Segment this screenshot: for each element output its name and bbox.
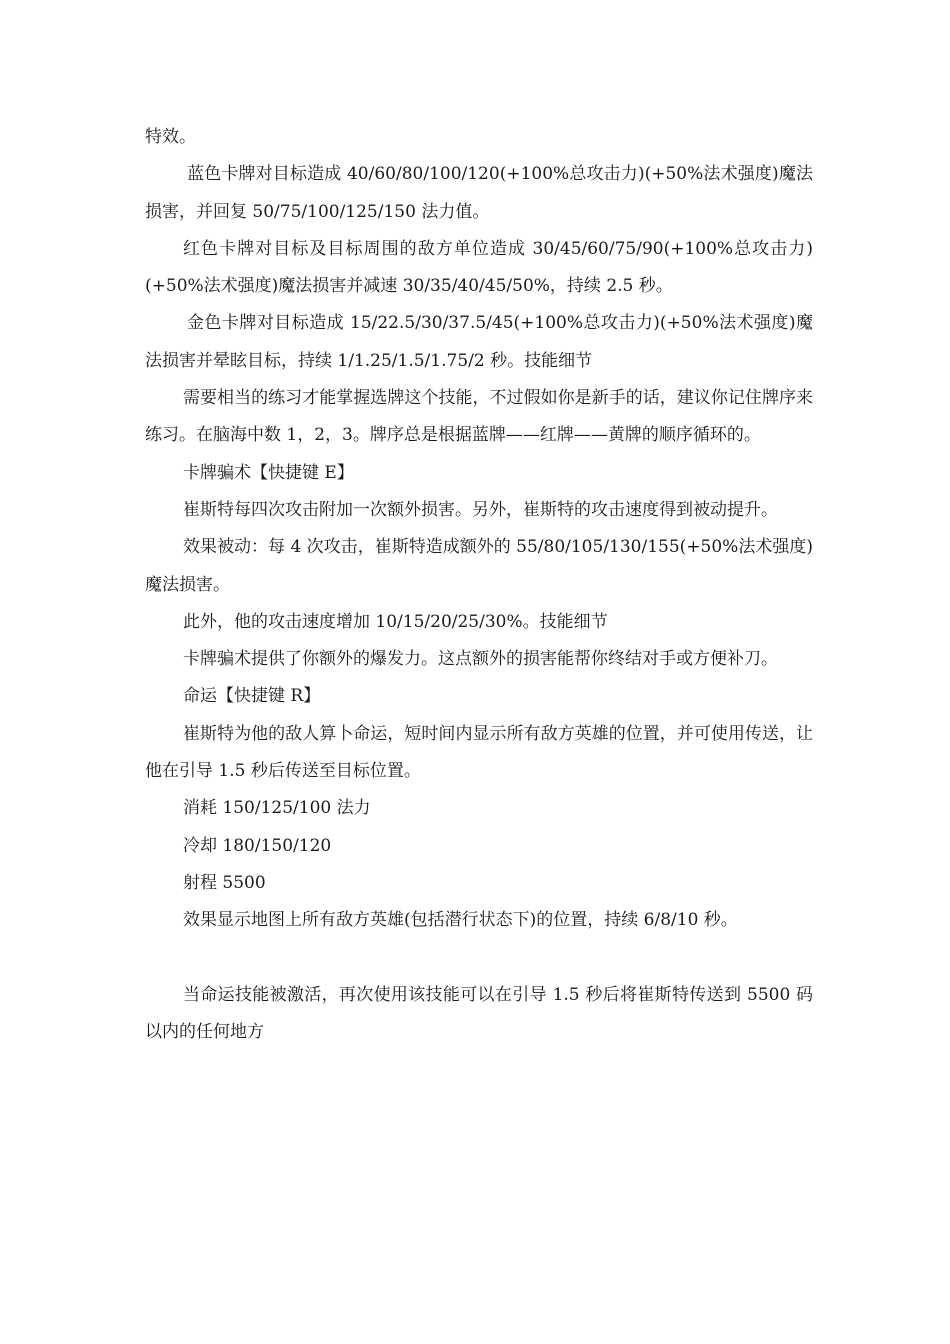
paragraph-destiny-cost: 消耗 150/125/100 法力	[183, 798, 371, 819]
paragraph-red-card: 红色卡牌对目标及目标周围的敌方单位造成 30/45/60/75/90(+100%总攻击力)(+50%法术强度)魔法损害并减速 30/35/40/45/50%，持续 2.5 秒。	[145, 238, 813, 297]
paragraph-destiny-desc: 崔斯特为他的敌人算卜命运，短时间内显示所有敌方英雄的位置，并可使用传送，让他在引导 1.5 秒后传送至目标位置。	[145, 723, 813, 782]
paragraph-stacked-deck-desc: 崔斯特每四次攻击附加一次额外损害。另外，崔斯特的攻击速度得到被动提升。	[183, 499, 778, 520]
document-body	[145, 119, 813, 1051]
heading-destiny: 命运【快捷键 R】	[183, 686, 321, 707]
paragraph-destiny-teleport: 当命运技能被激活，再次使用该技能可以在引导 1.5 秒后将崔斯特传送到 5500 码以内的任何地方	[145, 984, 813, 1043]
paragraph-blue-card: 蓝色卡牌对目标造成 40/60/80/100/120(+100%总攻击力)(+50%法术强度)魔法损害，并回复 50/75/100/125/150 法力值。	[145, 164, 813, 222]
paragraph-destiny-cooldown: 冷却 180/150/120	[183, 835, 332, 856]
paragraph-stacked-deck-passive: 效果被动：每 4 次攻击，崔斯特造成额外的 55/80/105/130/155(+50%法术强度)魔法损害。	[145, 537, 813, 595]
paragraph-stacked-deck-tips: 卡牌骗术提供了你额外的爆发力。这点额外的损害能帮你终结对手或方便补刀。	[183, 649, 778, 670]
paragraph-gold-card: 金色卡牌对目标造成 15/22.5/30/37.5/45(+100%总攻击力)(+50%法术强度)魔法损害并晕眩目标，持续 1/1.25/1.5/1.75/2 秒。技能细节	[145, 313, 813, 371]
paragraph-attack-speed: 此外，他的攻击速度增加 10/15/20/25/30%。技能细节	[183, 611, 608, 632]
paragraph-pick-a-card-tips: 需要相当的练习才能掌握选牌这个技能，不过假如你是新手的话，建议你记住牌序来练习。在脑海中数 1，2，3。牌序总是根据蓝牌——红牌——黄牌的顺序循环的。	[145, 388, 813, 446]
heading-stacked-deck: 卡牌骗术【快捷键 E】	[183, 462, 354, 483]
paragraph-destiny-range: 射程 5500	[183, 872, 266, 893]
paragraph: 特效。	[145, 127, 196, 147]
blank-line	[145, 940, 813, 977]
paragraph-destiny-effect: 效果显示地图上所有敌方英雄(包括潜行状态下)的位置，持续 6/8/10 秒。	[183, 910, 738, 931]
